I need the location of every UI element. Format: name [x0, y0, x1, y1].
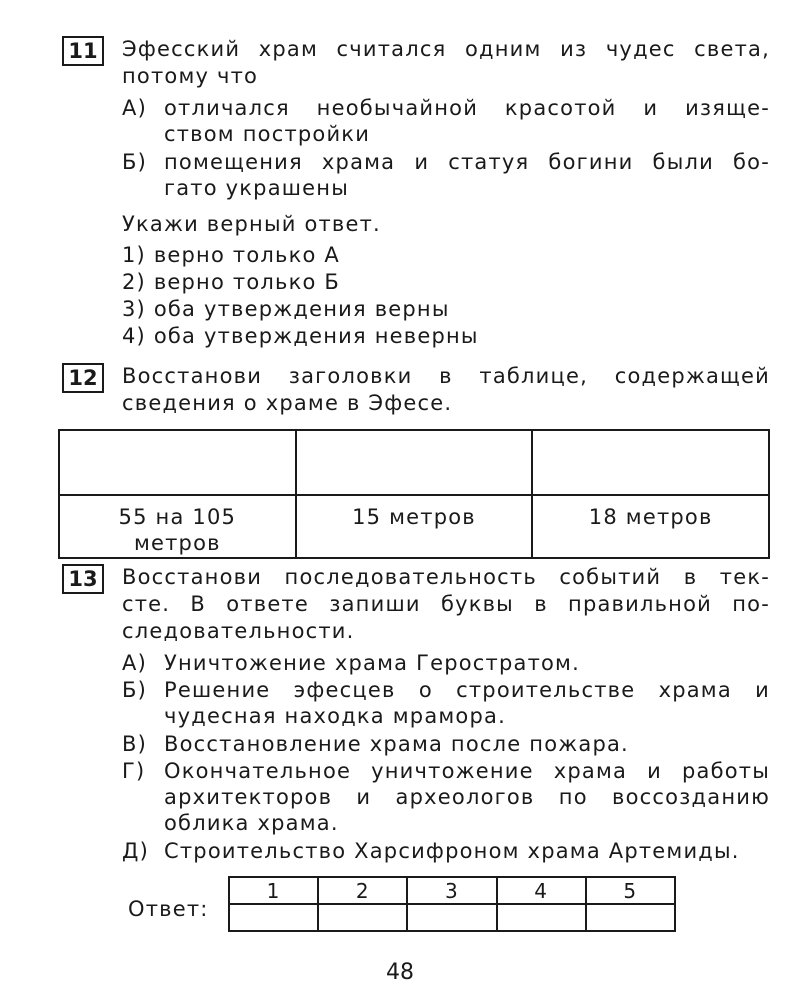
answer-column-5: 5 [586, 877, 675, 904]
header-cell-1[interactable] [59, 430, 296, 495]
value-cell-2-line-1: 15 метров [352, 505, 476, 529]
page-number: 48 [386, 960, 414, 985]
answer-column-3: 3 [407, 877, 496, 904]
task-11-option-a-letter: А) [122, 96, 147, 120]
answer-column-2: 2 [318, 877, 407, 904]
task-11-answer-4: 4) оба утверждения неверны [122, 324, 479, 348]
task-13-option-a-letter: А) [122, 651, 147, 675]
task-11-question-line-2: потому что [122, 64, 259, 88]
answer-input-cell-5[interactable] [586, 904, 675, 931]
task-13-option-a-line-1: Уничтожение храма Геростратом. [164, 651, 580, 675]
answer-input-cell-4[interactable] [497, 904, 586, 931]
task-11-answer-3: 3) оба утверждения верны [122, 297, 450, 321]
value-cell-1-line-2: метров [133, 531, 221, 555]
task-11-answer-1: 1) верно только А [122, 243, 340, 267]
task-13-question-line-3: следовательности. [122, 619, 355, 643]
value-cell-1-line-1: 55 на 105 [118, 505, 237, 529]
task-13-question-line-2: сте. В ответе запиши буквы в правильной по- [122, 592, 770, 616]
task-11-option-b-line-2: гато украшены [164, 176, 350, 200]
task-11-option-b-line-1: помещения храма и статуя богини были бо- [164, 150, 770, 174]
task-13-option-v-letter: В) [122, 732, 147, 756]
task-11-answer-2: 2) верно только Б [122, 270, 341, 294]
temple-info-table [58, 429, 770, 559]
task-12-number: 12 [62, 363, 104, 393]
task-13-option-d-letter: Д) [122, 839, 149, 863]
task-13-option-g-line-2: архитекторов и археологов по воссозданию [164, 785, 770, 809]
task-13-option-g-letter: Г) [122, 759, 146, 783]
answer-input-cell-2[interactable] [318, 904, 407, 931]
task-12-question-line-1: Восстанови заголовки в таблице, содержащей [122, 364, 770, 388]
task-11-question-line-1: Эфесский храм считался одним из чудес света, [122, 37, 770, 61]
task-13-option-v-line-1: Восстановление храма после пожара. [164, 732, 629, 756]
task-13-question-line-1: Восстанови последовательность событий в тек- [122, 565, 770, 589]
task-11-option-a-line-1: отличался необычайной красотой и изяще- [164, 96, 770, 120]
answer-column-4: 4 [497, 877, 586, 904]
answer-table [228, 876, 676, 932]
task-13-option-g-line-1: Окончательное уничтожение храма и работы [164, 759, 770, 783]
value-cell-2 [296, 495, 533, 558]
task-13-option-b-line-1: Решение эфесцев о строительстве храма и [164, 678, 770, 702]
task-11-option-b-letter: Б) [122, 150, 147, 174]
answer-label: Ответ: [128, 897, 209, 921]
value-cell-3 [532, 495, 769, 558]
task-11-option-a-line-2: ством постройки [164, 122, 371, 146]
task-13-option-b-letter: Б) [122, 678, 147, 702]
task-13-option-g-line-3: облика храма. [164, 811, 339, 835]
value-cell-3-line-1: 18 метров [588, 505, 713, 529]
value-cell-1 [59, 495, 296, 558]
task-13-option-d-line-1: Строительство Харсифроном храма Артемиды. [164, 839, 740, 863]
task-11-number: 11 [62, 36, 104, 66]
header-cell-3[interactable] [532, 430, 769, 495]
task-11-instruction: Укажи верный ответ. [122, 212, 381, 236]
task-13-option-b-line-2: чудесная находка мрамора. [164, 704, 506, 728]
answer-input-cell-3[interactable] [407, 904, 496, 931]
task-12-question-line-2: сведения о храме в Эфесе. [122, 391, 453, 415]
task-13-number: 13 [62, 564, 104, 594]
answer-input-cell-1[interactable] [229, 904, 318, 931]
answer-column-1: 1 [229, 877, 318, 904]
header-cell-2[interactable] [296, 430, 533, 495]
